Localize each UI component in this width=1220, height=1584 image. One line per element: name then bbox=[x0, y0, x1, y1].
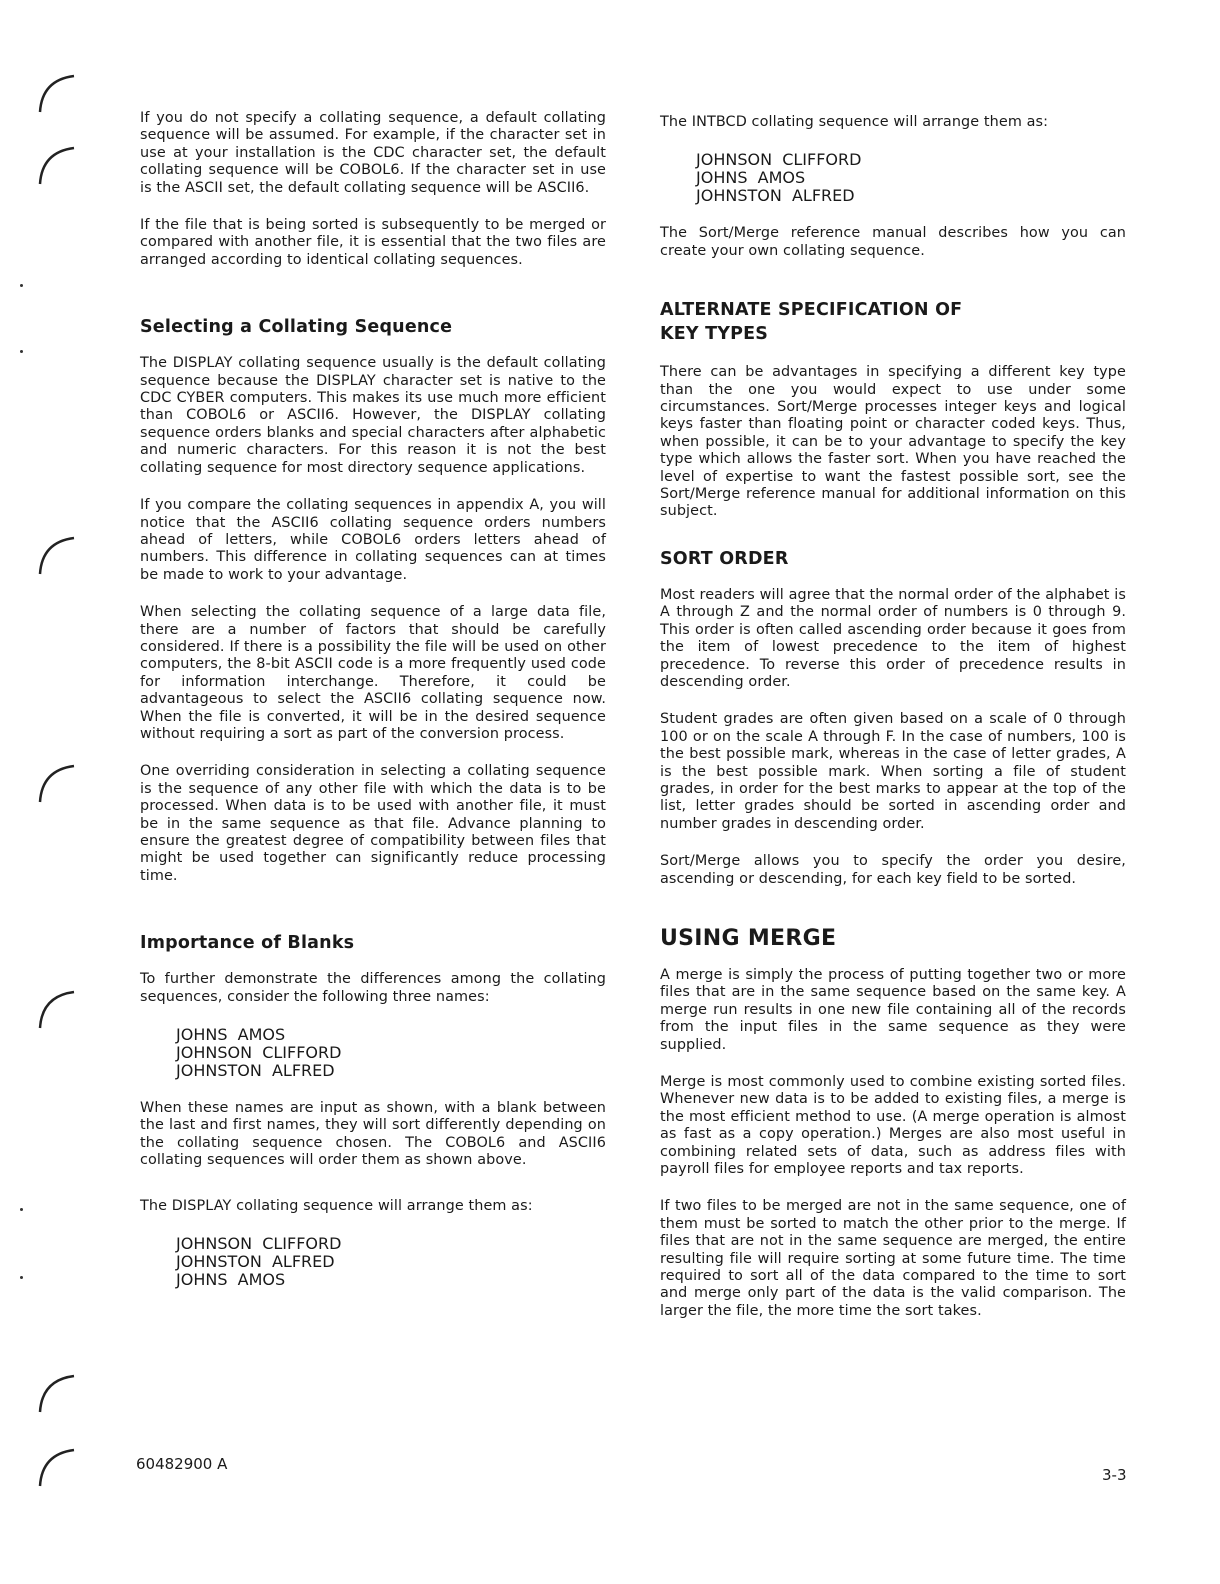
sort-order-paragraph-1: Most readers will agree that the normal order of the alphabet is A through Z and the normal order of numbers is 0 through 9. This order is often called ascending order because it goes from the item of lowest precedence to the item of highest precedence. To reverse this order of precedence results in descending order. bbox=[660, 586, 1126, 690]
alternate-heading-line-1: ALTERNATE SPECIFICATION OF bbox=[660, 300, 963, 321]
binder-hole-icon bbox=[30, 752, 90, 812]
intro-paragraph-2: If the file that is being sorted is subsequently to be merged or compared with another file, it is essential that the two files are arranged according to identical collating sequences. bbox=[140, 217, 606, 268]
display-paragraph: The DISPLAY collating sequence will arrange them as: bbox=[140, 1197, 533, 1214]
blanks-paragraph-1: To further demonstrate the differences among the collating sequences, consider the following three names: bbox=[140, 971, 606, 1005]
scan-speck bbox=[20, 350, 23, 353]
names-list-intbcd bbox=[696, 151, 1126, 205]
sort-order-heading: SORT ORDER bbox=[660, 548, 789, 569]
name-item: JOHNSON CLIFFORD bbox=[176, 1043, 342, 1063]
intbcd-paragraph: The INTBCD collating sequence will arrange them as: bbox=[660, 114, 1049, 130]
binder-hole-icon bbox=[30, 134, 90, 194]
scan-speck bbox=[20, 284, 23, 287]
names-list-original bbox=[176, 1026, 606, 1080]
intro-paragraph-1: If you do not specify a collating sequence, a default collating sequence will be assumed. For example, if the character set in use at your installation is the CDC character set, the default collating sequence will be COBOL6. If the character set in use is the ASCII set, the default collating sequence will be ASCII6. bbox=[140, 110, 606, 196]
selecting-paragraph-3: When selecting the collating sequence of a large data file, there are a number of factors that should be carefully considered. If there is a possibility the file will be used on other computers, the 8-bit ASCII code is a more frequently used code for information interchange. Therefore, it could be advantageous to select the ASCII6 collating sequence now. When the file is converted, it will be in the desired sequence without requiring a sort as part of the conversion process. bbox=[140, 604, 606, 742]
name-item: JOHNS AMOS bbox=[176, 1025, 286, 1045]
binder-hole-icon bbox=[30, 978, 90, 1038]
merge-paragraph-1: A merge is simply the process of putting together two or more files that are in the same sequence based on the same key. A merge run results in one new file containing all of the records from the input files in the same sequence as they were supplied. bbox=[660, 966, 1126, 1053]
alternate-heading bbox=[660, 298, 1126, 346]
name-item: JOHNS AMOS bbox=[176, 1270, 286, 1290]
alternate-heading-line-2: KEY TYPES bbox=[660, 324, 769, 345]
page-number: 3-3 bbox=[1102, 1466, 1127, 1484]
scan-speck bbox=[20, 1276, 23, 1279]
name-item: JOHNS AMOS bbox=[696, 168, 806, 188]
name-item: JOHNSON CLIFFORD bbox=[176, 1234, 342, 1254]
using-merge-heading: USING MERGE bbox=[660, 925, 837, 951]
merge-paragraph-2: Merge is most commonly used to combine existing sorted files. Whenever new data is to be added to existing files, a merge is the most efficient method to use. (A merge operation is almost as fast as a copy operation.) Merges are also most useful in combining related sets of data, such as address files with payroll files for employee reports and tax reports. bbox=[660, 1074, 1126, 1178]
alternate-paragraph: There can be advantages in specifying a different key type than the one you would expect to use under some circumstances. Sort/Merge processes integer keys and logical keys faster than floating point or character coded keys. Thus, when possible, it can be to your advantage to specify the key type which allows the faster sort. When you have reached the level of expertise to want the fastest possible sort, see the Sort/Merge reference manual for additional information on this subject. bbox=[660, 364, 1126, 520]
left-column bbox=[140, 110, 606, 1309]
merge-paragraph-3: If two files to be merged are not in the same sequence, one of them must be sorted to match the other prior to the merge. If files that are not in the same sequence are merged, the entire resulting file will require sorting at some future time. The time required to sort all of the data compared to the time to sort and merge only part of the data is the valid comparison. The larger the file, the more time the sort takes. bbox=[660, 1198, 1126, 1319]
selecting-paragraph-1: The DISPLAY collating sequence usually is the default collating sequence because the DISPLAY character set is native to the CDC CYBER computers. This makes its use much more efficient than COBOL6 or ASCII6. However, the DISPLAY collating sequence orders blanks and special characters after alphabetic and numeric characters. For this reason it is not the best collating sequence for most directory sequence applications. bbox=[140, 355, 606, 476]
blanks-paragraph-2: When these names are input as shown, with a blank between the last and first names, they will sort differently depending on the collating sequence chosen. The COBOL6 and ASCII6 collating sequences will order them as shown above. bbox=[140, 1100, 606, 1169]
document-number: 60482900 A bbox=[136, 1455, 228, 1473]
sort-order-paragraph-2: Student grades are often given based on a scale of 0 through 100 or on the scale A through F. In the case of numbers, 100 is the best possible mark, whereas in the case of letter grades, A is the best possible mark. When sorting a file of student grades, in order for the best marks to appear at the top of the list, letter grades should be sorted in ascending order and number grades in descending order. bbox=[660, 711, 1126, 832]
names-list-display bbox=[176, 1235, 606, 1289]
binder-hole-icon bbox=[30, 524, 90, 584]
name-item: JOHNSTON ALFRED bbox=[696, 186, 855, 206]
binder-hole-icon bbox=[30, 1436, 90, 1496]
blanks-heading: Importance of Blanks bbox=[140, 933, 355, 954]
scan-speck bbox=[20, 1208, 23, 1211]
selecting-heading: Selecting a Collating Sequence bbox=[140, 317, 453, 338]
selecting-paragraph-4: One overriding consideration in selecting a collating sequence is the sequence of any other file with which the data is to be processed. When data is to be used with another file, it must be in the same sequence as that file. Advance planning to ensure the greatest degree of compatibility between files that might be used together can significantly reduce processing time. bbox=[140, 763, 606, 884]
binder-hole-icon bbox=[30, 1362, 90, 1422]
selecting-paragraph-2: If you compare the collating sequences in appendix A, you will notice that the ASCII6 collating sequence orders numbers ahead of letters, while COBOL6 orders letters ahead of numbers. This difference in collating sequences can at times be made to work to your advantage. bbox=[140, 497, 606, 583]
name-item: JOHNSTON ALFRED bbox=[176, 1061, 335, 1081]
sort-order-paragraph-3: Sort/Merge allows you to specify the order you desire, ascending or descending, for each key field to be sorted. bbox=[660, 853, 1126, 887]
name-item: JOHNSON CLIFFORD bbox=[696, 150, 862, 170]
binder-hole-icon bbox=[30, 62, 90, 122]
sortmerge-paragraph: The Sort/Merge reference manual describes how you can create your own collating sequence. bbox=[660, 225, 1126, 259]
right-column bbox=[660, 114, 1126, 1340]
name-item: JOHNSTON ALFRED bbox=[176, 1252, 335, 1272]
